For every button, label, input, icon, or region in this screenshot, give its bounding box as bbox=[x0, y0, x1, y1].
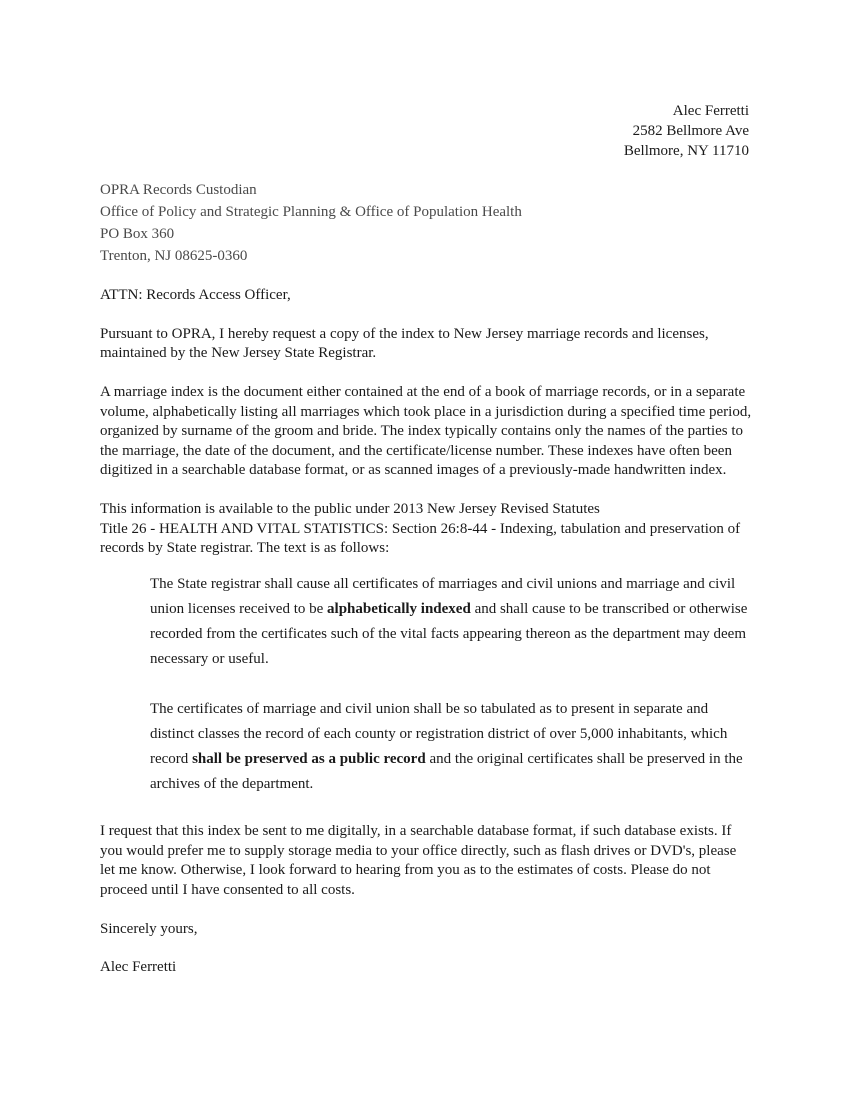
sender-name: Alec Ferretti bbox=[672, 103, 749, 119]
recipient-line-1: OPRA Records Custodian bbox=[100, 182, 257, 198]
recipient-line-2: Office of Policy and Strategic Planning & Office of Population Health bbox=[100, 204, 522, 220]
recipient-line-4: Trenton, NJ 08625-0360 bbox=[100, 248, 248, 264]
paragraph-delivery-request: I request that this index be sent to me digitally, in a searchable database format, if such database exists. If you would prefer me to supply storage media to your office directly, such as flash drives or DVD's, please let me know. Otherwise, I look forward to hearing from you as to the estimates of costs. Please do not proceed until I have consented to all costs. bbox=[100, 823, 737, 898]
quote-1-text-a: The State registrar shall cause all certificates of marriages and civil unions and marriage and civil union licenses received to be bbox=[150, 576, 736, 617]
quote-1-emphasis: alphabetically indexed bbox=[327, 601, 471, 617]
quote-2-text-b: and the original certificates shall be preserved in the archives of the department. bbox=[150, 751, 743, 792]
quote-1-text-b: and shall cause to be transcribed or otherwise recorded from the certificates such of the vital facts appearing thereon as the department may deem necessary or useful. bbox=[150, 601, 748, 667]
sender-address bbox=[624, 101, 749, 161]
letter-body bbox=[100, 286, 752, 978]
paragraph-index-definition: A marriage index is the document either contained at the end of a book of marriage records, or in a separate volume, alphabetically listing all marriages which took place in a jurisdiction during a specified time period, organized by surname of the groom and bride. The index typically contains only the names of the parties to the marriage, the date of the document, and the certificate/license number. These indexes have often been digitized in a searchable database format, or as scanned images of a previously-made handwritten index. bbox=[100, 384, 752, 478]
statute-quote bbox=[150, 572, 752, 797]
statute-line-1: This information is available to the public under 2013 New Jersey Revised Statutes bbox=[100, 501, 600, 517]
quote-2-emphasis: shall be preserved as a public record bbox=[192, 751, 426, 767]
paragraph-request-intro: Pursuant to OPRA, I hereby request a copy of the index to New Jersey marriage records and licenses, maintained by the New Jersey State Registrar. bbox=[100, 325, 709, 361]
recipient-line-3: PO Box 360 bbox=[100, 226, 175, 242]
recipient-address bbox=[100, 179, 522, 267]
sender-city: Bellmore, NY 11710 bbox=[623, 143, 749, 159]
statute-line-2: Title 26 - HEALTH AND VITAL STATISTICS: Section 26:8-44 - Indexing, tabulation and preservation of records by State registrar. The text is as follows: bbox=[100, 520, 741, 556]
quote-paragraph-2 bbox=[150, 697, 752, 797]
sender-street: 2582 Bellmore Ave bbox=[632, 123, 749, 139]
paragraph-statute-reference bbox=[100, 500, 752, 559]
signature: Alec Ferretti bbox=[100, 959, 177, 975]
quote-paragraph-1 bbox=[150, 572, 752, 672]
salutation: ATTN: Records Access Officer, bbox=[100, 287, 291, 303]
closing: Sincerely yours, bbox=[100, 920, 198, 937]
quote-2-text-a: The certificates of marriage and civil union shall be so tabulated as to present in separate and distinct classes the record of each county or registration district of over 5,000 inhabitants, which record bbox=[150, 701, 728, 767]
